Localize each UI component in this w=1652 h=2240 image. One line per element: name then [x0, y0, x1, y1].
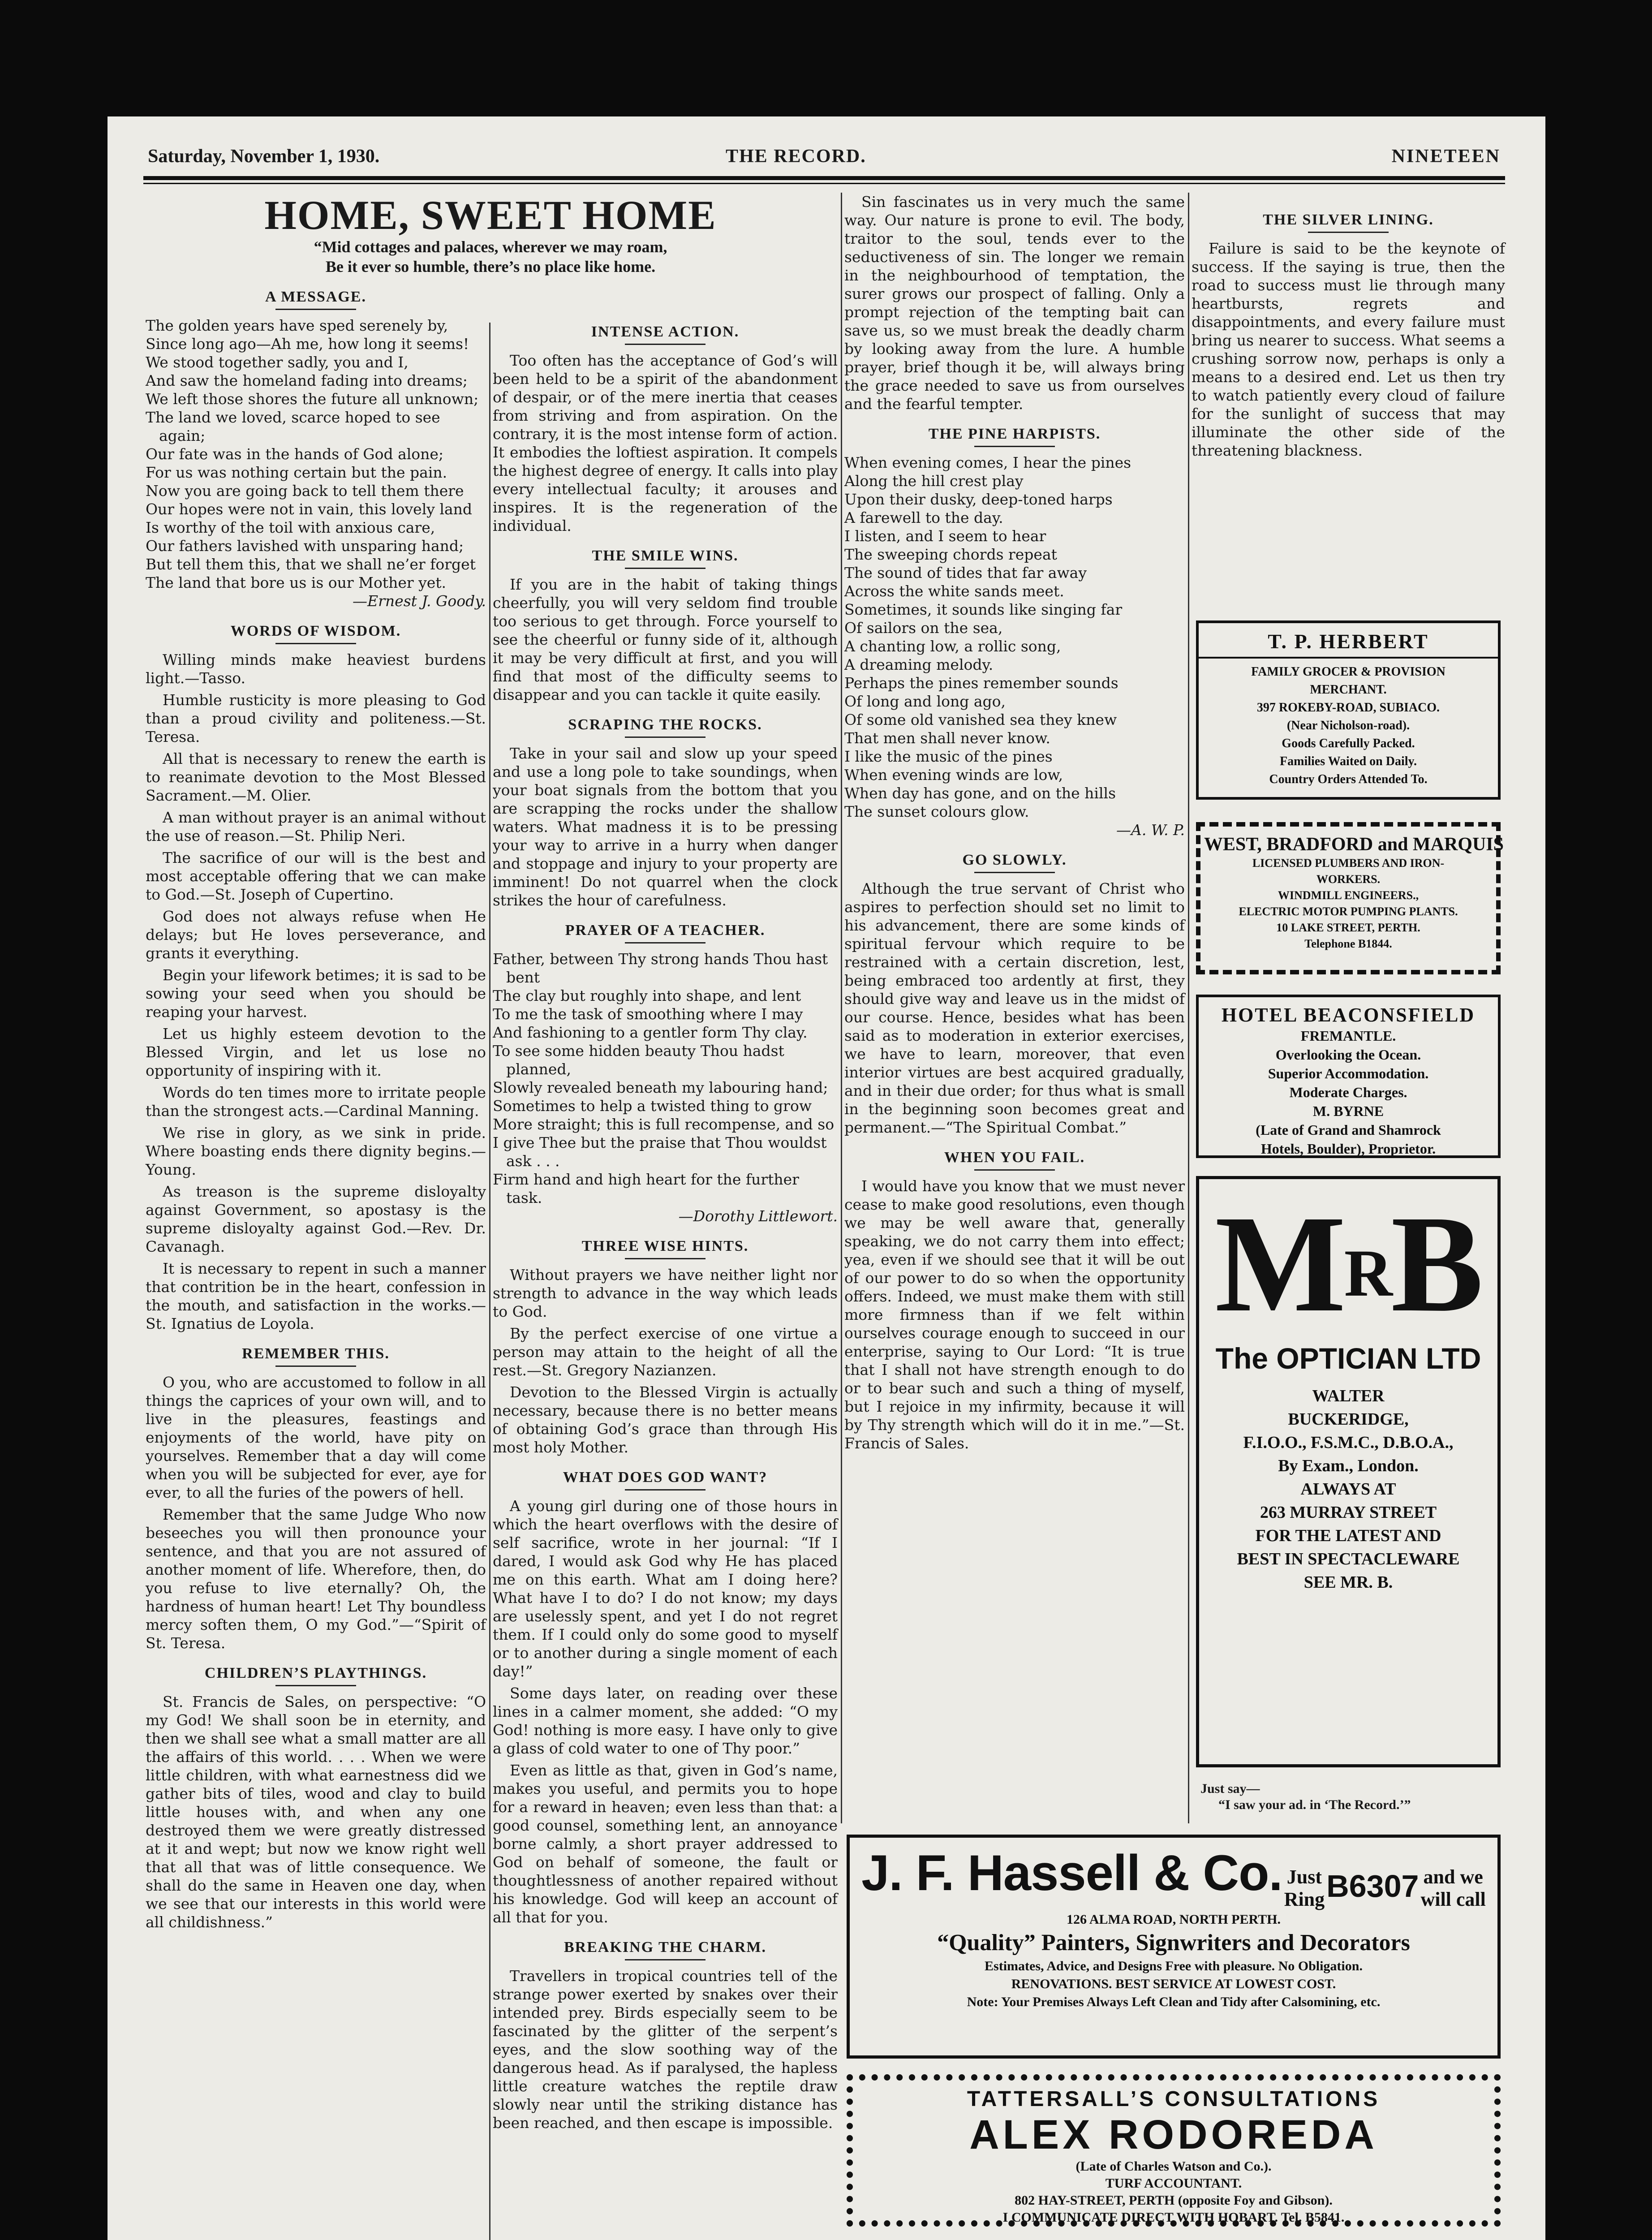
paragraph: As treason is the supreme disloyalty against Government, so apostasy is the supreme disloyalty against God.—Rev. Dr. Cavanagh. — [146, 1183, 486, 1255]
poem-line: To see some hidden beauty Thou hadst planned, — [493, 1042, 784, 1078]
poem-line: The clay but roughly into shape, and lent — [493, 987, 801, 1004]
poem-line: Is worthy of the toil with anxious care, — [146, 519, 435, 536]
advert-line: ELECTRIC MOTOR PUMPING PLANTS. — [1239, 905, 1458, 918]
poem-line: Our hopes were not in vain, this lovely land — [146, 500, 472, 518]
poem-line: Across the white sands meet. — [844, 582, 1064, 600]
poem-line: And fashioning to a gentler form Thy clay. — [493, 1024, 808, 1041]
logo-letter: R — [1344, 1236, 1391, 1310]
advert-line: FREMANTLE. — [1300, 1028, 1396, 1044]
poem-line: Since long ago—Ah me, how long it seems! — [146, 335, 469, 353]
advert-title: The OPTICIAN LTD — [1215, 1342, 1481, 1375]
poem-line: I give Thee but the praise that Thou wouldst ask . . . — [493, 1134, 827, 1170]
advert-line: Estimates, Advice, and Designs Free with pleasure. No Obligation. — [985, 1959, 1363, 1974]
poem-line: To me the task of smoothing where I may — [493, 1005, 803, 1023]
poem-line: The sweeping chords repeat — [844, 546, 1057, 563]
paragraph: Although the true servant of Christ who aspires to perfection should set no limit to his advancement, there are some kinds of spiritual fervour which require to be restrained with a certain discretion, lest, being embraced too ardently at first, they should give way and leave us in the midst of our course. Hence, besides what has been said as to moderation in exterior exercises, we have to learn, moreover, that even interior virtues are best acquired gradually, and in their due order; for thus what is small in the beginning soon becomes great and permanent.—“The Spiritual Combat.” — [844, 880, 1185, 1136]
advert-title: HOTEL BEACONSFIELD — [1221, 1004, 1476, 1026]
paragraph: Devotion to the Blessed Virgin is actually necessary, because there is no better means of obtaining God’s grace than through His most holy Mother. — [493, 1383, 838, 1456]
advert-line: Telephone B1844. — [1304, 937, 1392, 950]
poem-line: We stood together sadly, you and I, — [146, 353, 409, 371]
paragraph: O you, who are accustomed to follow in all things the caprices of your own will, and to live in the pleasures, feastings and enjoyments of the world, have pity on yourselves. Remember that a day will come when you will be subjected for ever, aye for ever, to all the furies of the powers of hell. — [146, 1374, 486, 1501]
advert-line: F.I.O.O., F.S.M.C., D.B.O.A., — [1243, 1433, 1454, 1452]
ring-label — [1284, 1866, 1325, 1911]
poem-line: Sometimes, it sounds like singing far — [844, 601, 1123, 618]
advert-line: (Near Nicholson-road). — [1286, 719, 1410, 732]
advert-title: T. P. HERBERT — [1199, 629, 1498, 659]
column-2 — [493, 323, 838, 2240]
call-word: will call — [1420, 1888, 1486, 1911]
article-heading: REMEMBER THIS. — [146, 1344, 486, 1367]
poem-line: A farewell to the day. — [844, 509, 1003, 526]
advert-line: 397 ROKEBY-ROAD, SUBIACO. — [1256, 701, 1440, 715]
paragraph: Words do ten times more to irritate people than the strongest acts.—Cardinal Manning. — [146, 1084, 486, 1120]
advert-line: 802 HAY-STREET, PERTH (opposite Foy and Gibson). — [1015, 2193, 1333, 2208]
advert-line: LICENSED PLUMBERS AND IRON- — [1252, 857, 1445, 870]
poem-line: That men shall never know. — [844, 729, 1050, 747]
masthead-date: Saturday, November 1, 1930. — [148, 146, 380, 167]
notice-line: “I saw your ad. in ‘The Record.’” — [1218, 1797, 1411, 1812]
poem-line: Perhaps the pines remember sounds — [844, 674, 1119, 692]
advert-line: SEE MR. B. — [1304, 1573, 1393, 1592]
poem-line: The golden years have sped serenely by, — [146, 317, 448, 334]
call-word: and we — [1423, 1866, 1483, 1888]
masthead-page-number: NINETEEN — [1391, 146, 1501, 167]
paragraph: Some days later, on reading over these lines in a calmer moment, she added: “O my God! nothing is more easy. I have only to give a glass of cold water to one of Thy poor.” — [493, 1684, 838, 1757]
poem-line: Sometimes to help a twisted thing to grow — [493, 1097, 812, 1115]
paragraph: If you are in the habit of taking things cheerfully, you will very seldom find trouble too serious to get through. Force yourself to see the cheerful or funny side of it, although it may be very difficult at first, and you will find that most of the difficulty seems to disappear and you can tackle it quite easily. — [493, 576, 838, 703]
poem-a-message — [146, 316, 486, 592]
advert-line: Country Orders Attended To. — [1269, 772, 1428, 786]
article-heading: THREE WISE HINTS. — [493, 1237, 838, 1259]
paragraph: Humble rusticity is more pleasing to God than a proud civility and politeness.—St. Teresa. — [146, 691, 486, 745]
poem-line: We left those shores the future all unknown; — [146, 390, 479, 408]
poem-line: The land we loved, scarce hoped to see again; — [146, 409, 440, 444]
ring-word: Ring — [1284, 1888, 1325, 1911]
newspaper-page — [108, 116, 1545, 2240]
masthead-rule-thin — [143, 183, 1505, 184]
advert-title: J. F. Hassell & Co. — [861, 1845, 1282, 1901]
paragraph: Without prayers we have neither light nor strength to advance in the way which leads to God. — [493, 1266, 838, 1320]
advert-alex-rodoreda — [847, 2074, 1501, 2227]
poem-line: Our fate was in the hands of God alone; — [146, 445, 444, 463]
advert-line: (Late of Charles Watson and Co.). — [1076, 2159, 1272, 2174]
advert-heading: TATTERSALL’S CONSULTATIONS — [967, 2087, 1381, 2111]
paragraph: A young girl during one of those hours in which the heart overflows with the desire of self sacrifice, wrote in her journal: “If I dared, I would ask God why He has placed me on this earth. What am I doing here? What have I to do? I do not know; my days are uselessly spent, and yet I do not regret them. If I could only do some good to myself or to another during a single moment of each day!” — [493, 1497, 838, 1680]
ring-word: Just — [1286, 1866, 1322, 1888]
advert-line: MERCHANT. — [1310, 683, 1387, 697]
headline-sub-1: “Mid cottages and palaces, wherever we may roam, — [314, 238, 667, 256]
paragraph: It is necessary to repent in such a manner that contrition be in the heart, confession in the mouth, and satisfaction in the works.—St. Ignatius de Loyola. — [146, 1260, 486, 1332]
article-heading: INTENSE ACTION. — [493, 323, 838, 345]
advert-line: By Exam., London. — [1278, 1456, 1419, 1475]
advert-line: Overlooking the Ocean. — [1275, 1047, 1421, 1063]
just-say-notice — [1200, 1781, 1505, 1813]
article-heading: WHEN YOU FAIL. — [844, 1148, 1185, 1171]
poem-line: The land that bore us is our Mother yet. — [146, 574, 447, 591]
advert-line: FOR THE LATEST AND — [1255, 1526, 1441, 1545]
phone-number: B6307 — [1326, 1869, 1419, 1904]
advert-line: WINDMILL ENGINEERS., — [1278, 889, 1419, 902]
column-divider — [1188, 193, 1189, 1823]
paragraph: We rise in glory, as we sink in pride. Where boasting ends there dignity begins.—Young. — [146, 1124, 486, 1178]
paragraph: By the perfect exercise of one virtue a person may attain to the height of all the rest.—St. Gregory Nazianzen. — [493, 1325, 838, 1379]
masthead-title: THE RECORD. — [726, 146, 866, 167]
advert-line: BEST IN SPECTACLEWARE — [1237, 1550, 1460, 1568]
poem-line: Firm hand and high heart for the further task. — [493, 1171, 799, 1206]
poem-line: I listen, and I seem to hear — [844, 527, 1046, 545]
logo-letter: B — [1391, 1187, 1482, 1341]
advert-line: Hotels, Boulder), Proprietor. — [1261, 1141, 1436, 1157]
advert-line: Note: Your Premises Always Left Clean and Tidy after Calsomining, etc. — [967, 1994, 1381, 2010]
poem-line: The sound of tides that far away — [844, 564, 1087, 582]
paragraph: Let us highly esteem devotion to the Blessed Virgin, and let us lose no opportunity of inspiring with it. — [146, 1025, 486, 1079]
poem-line: Of long and long ago, — [844, 693, 1006, 710]
paragraph: All that is necessary to renew the earth is to reanimate devotion to the Most Blessed Sacrament.—M. Olier. — [146, 750, 486, 804]
advert-logo-mr-b — [1203, 1188, 1494, 1340]
article-heading: THE SMILE WINS. — [493, 547, 838, 569]
poem-line: But tell them this, that we shall ne’er forget — [146, 556, 476, 573]
paragraph: Sin fascinates us in very much the same way. Our nature is prone to evil. The body, traitor to the soul, tends ever to the seductiveness of sin. The longer we remain in the neighbourhood of temptation, the surer grows our prospect of falling. Only a prompt rejection of the tempting bait can save us, so we must break the deadly charm by looking away from the lure. A humble prayer, brief though it be, will always bring the grace needed to save us from ourselves and the fearful tempter. — [844, 193, 1185, 413]
poem-signature: —A. W. P. — [1116, 821, 1185, 839]
advert-mr-b-optician — [1196, 1176, 1501, 1767]
poem-line: Our fathers lavished with unsparing hand; — [146, 537, 464, 555]
paragraph: Even as little as that, given in God’s name, makes you useful, and permits you to hope for a reward in heaven; even less than that: a good counsel, something lent, an annoyance borne calmly, a short prayer addressed to God on behalf of someone, the fault or thoughtlessness of another repaired without his knowledge. God will keep an account of all that for you. — [493, 1762, 838, 1926]
masthead — [148, 146, 1501, 172]
advert-hotel-beaconsfield — [1196, 995, 1501, 1158]
poem-pine-harpists — [844, 453, 1185, 821]
paragraph: A man without prayer is an animal without the use of reason.—St. Philip Neri. — [146, 809, 486, 844]
poem-line: Of sailors on the sea, — [844, 619, 1003, 637]
poem-line: And saw the homeland fading into dreams; — [146, 372, 468, 389]
advert-line: WORKERS. — [1316, 873, 1381, 886]
poem-line: More straight; this is full recompense, and so — [493, 1116, 835, 1133]
poem-line: When day has gone, and on the hills — [844, 784, 1116, 802]
advert-line: TURF ACCOUNTANT. — [1105, 2176, 1242, 2191]
column-divider — [489, 323, 490, 2240]
advert-line: (Late of Grand and Shamrock — [1256, 1122, 1441, 1138]
advert-jf-hassell — [847, 1835, 1501, 2059]
poem-line: When evening comes, I hear the pines — [844, 454, 1131, 471]
article-heading: CHILDREN’S PLAYTHINGS. — [146, 1664, 486, 1686]
advert-line: M. BYRNE — [1312, 1103, 1384, 1119]
paragraph: St. Francis de Sales, on perspective: “O my God! We shall soon be in eternity, and then we shall see what a small matter are all the affairs of this world. . . . When we were little children, with what earnestness did we gather bits of tiles, wood and clay to build little houses with, and when any one destroyed them we were greatly distressed at it and wept; but now we know right well that all that was of little consequence. We shall do the same in Heaven one day, when we see that our interests in this world were all childishness.” — [146, 1693, 486, 1931]
article-heading: WORDS OF WISDOM. — [146, 622, 486, 644]
article-heading: SCRAPING THE ROCKS. — [493, 715, 838, 738]
logo-letter: M — [1215, 1187, 1344, 1341]
poem-prayer-of-a-teacher — [493, 950, 838, 1207]
paragraph: Failure is said to be the keynote of success. If the saying is true, then the road to success must lie through many heartbursts, regrets and disappointments, and every failure must bring us nearer to success. What seems a crushing sorrow now, perhaps is only a means to a desired end. Let us then try to watch patiently every cloud of failure for the sunlight of success that may illuminate the other side of the threatening blackness. — [1192, 240, 1505, 459]
poem-line: Upon their dusky, deep-toned harps — [844, 491, 1113, 508]
advert-line: ALWAYS AT — [1300, 1480, 1396, 1499]
advert-line: Superior Accommodation. — [1268, 1065, 1429, 1081]
paragraph: Too often has the acceptance of God’s will been held to be a spirit of the abandonment of despair, or of the mere inertia that ceases from striving and from aspiration. On the contrary, it is the most intense form of action. It embodies the loftiest aspiration. It compels the highest degree of energy. It calls into play every intellectual faculty; it arouses and inspires. It is the regeneration of the individual. — [493, 352, 838, 534]
poem-signature: —Ernest J. Goody. — [353, 592, 486, 610]
call-label — [1420, 1866, 1485, 1911]
advert-line: 10 LAKE STREET, PERTH. — [1276, 921, 1420, 934]
poem-line: Father, between Thy strong hands Thou hast bent — [493, 950, 828, 986]
advert-title: ALEX RODOREDA — [969, 2112, 1378, 2158]
article-heading: PRAYER OF A TEACHER. — [493, 921, 838, 943]
advert-line: FAMILY GROCER & PROVISION — [1251, 665, 1446, 679]
advert-line: WALTER — [1312, 1387, 1385, 1405]
poem-line: Along the hill crest play — [844, 472, 1024, 490]
article-heading: GO SLOWLY. — [844, 851, 1185, 873]
article-heading: THE SILVER LINING. — [1192, 211, 1505, 233]
paragraph: Travellers in tropical countries tell of the strange power exerted by snakes over their intended prey. Birds especially seem to be fascinated by the glitter of the serpent’s eyes, and the slow soothing way of the dangerous head. As if paralysed, the hapless little creature watches the reptile draw slowly near until the striking distance has been reached, and then escape is impossible. — [493, 1967, 838, 2132]
paragraph: Willing minds make heaviest burdens light.—Tasso. — [146, 651, 486, 687]
poem-line: Of some old vanished sea they knew — [844, 711, 1117, 728]
main-headline: HOME, SWEET HOME — [264, 192, 717, 238]
poem-line: The sunset colours glow. — [844, 803, 1029, 820]
paragraph: Take in your sail and slow up your speed and use a long pole to take soundings, when your boat signals from the bottom that you are scrapping the rocks under the shallow waters. What madness it is to be pressing your way to arrive in a hurry when danger and stoppage and injury to your property are imminent! Do not quarrel when the clock strikes the hour of carefulness. — [493, 745, 838, 909]
poem-line: A dreaming melody. — [844, 656, 994, 673]
advert-line: “Quality” Painters, Signwriters and Decorators — [937, 1930, 1410, 1956]
paragraph: God does not always refuse when He delays; but He loves perseverance, and grants it everything. — [146, 908, 486, 962]
masthead-rule-thick — [143, 176, 1505, 180]
headline-sub-2: Be it ever so humble, there’s no place like home. — [325, 258, 656, 276]
column-3 — [844, 193, 1185, 1581]
advert-tp-herbert — [1196, 620, 1501, 800]
poem-line: For us was nothing certain but the pain. — [146, 464, 447, 481]
advert-line: 126 ALMA ROAD, NORTH PERTH. — [1067, 1912, 1281, 1927]
advert-line: Families Waited on Daily. — [1280, 754, 1417, 768]
poem-line: A chanting low, a rollic song, — [844, 638, 1061, 655]
article-heading: A MESSAGE. — [146, 288, 486, 310]
article-heading: WHAT DOES GOD WANT? — [493, 1468, 838, 1490]
poem-line: I like the music of the pines — [844, 748, 1053, 765]
paragraph: Remember that the same Judge Who now beseeches you will then pronounce your sentence, and that you are not assured of another moment of life. Wherefore, then, do you refuse to live eternally? Oh, the hardness of human heart! Let Thy boundless mercy soften them, O my God.”—“Spirit of St. Teresa. — [146, 1506, 486, 1652]
paragraph: Begin your lifework betimes; it is sad to be sowing your seed when you should be reaping your harvest. — [146, 966, 486, 1021]
advert-line: 263 MURRAY STREET — [1260, 1503, 1437, 1522]
article-heading: THE PINE HARPISTS. — [844, 425, 1185, 447]
column-divider — [841, 193, 842, 1823]
advert-west-bradford-marquis — [1196, 822, 1504, 974]
article-heading: BREAKING THE CHARM. — [493, 1938, 838, 1960]
advert-line: RENOVATIONS. BEST SERVICE AT LOWEST COST. — [1011, 1977, 1336, 1992]
advert-title: WEST, BRADFORD and MARQUIS — [1204, 834, 1504, 855]
advert-line: Goods Carefully Packed. — [1282, 737, 1415, 750]
poem-line: Slowly revealed beneath my labouring hand; — [493, 1079, 828, 1096]
advert-line: I COMMUNICATE DIRECT WITH HOBART. Tel. B5841. — [1002, 2210, 1345, 2225]
poem-signature: —Dorothy Littlewort. — [678, 1207, 838, 1225]
paragraph: I would have you know that we must never cease to make good resolutions, even though we may be well aware that, generally speaking, we do not carry them into effect; yea, even if we should see that it will be out of our power to do so when the opportunity offers. Indeed, we must make them with still more firmness than if we felt within ourselves courage enough to succeed in our enterprise, saying to Our Lord: “It is true that I shall not have strength enough to do or to bear such and such a thing of myself, but I rejoice in my infirmity, because it will by Thy strength which will do it in me.”—St. Francis of Sales. — [844, 1177, 1185, 1452]
column-4 — [1192, 193, 1505, 641]
poem-line: Now you are going back to tell them there — [146, 482, 464, 500]
notice-line: Just say— — [1200, 1781, 1260, 1796]
poem-line: When evening winds are low, — [844, 766, 1063, 784]
paragraph: The sacrifice of our will is the best and most acceptable offering that we can make to God.—St. Joseph of Cupertino. — [146, 849, 486, 903]
advert-line: Moderate Charges. — [1289, 1084, 1407, 1100]
advert-line: BUCKERIDGE, — [1288, 1410, 1409, 1429]
